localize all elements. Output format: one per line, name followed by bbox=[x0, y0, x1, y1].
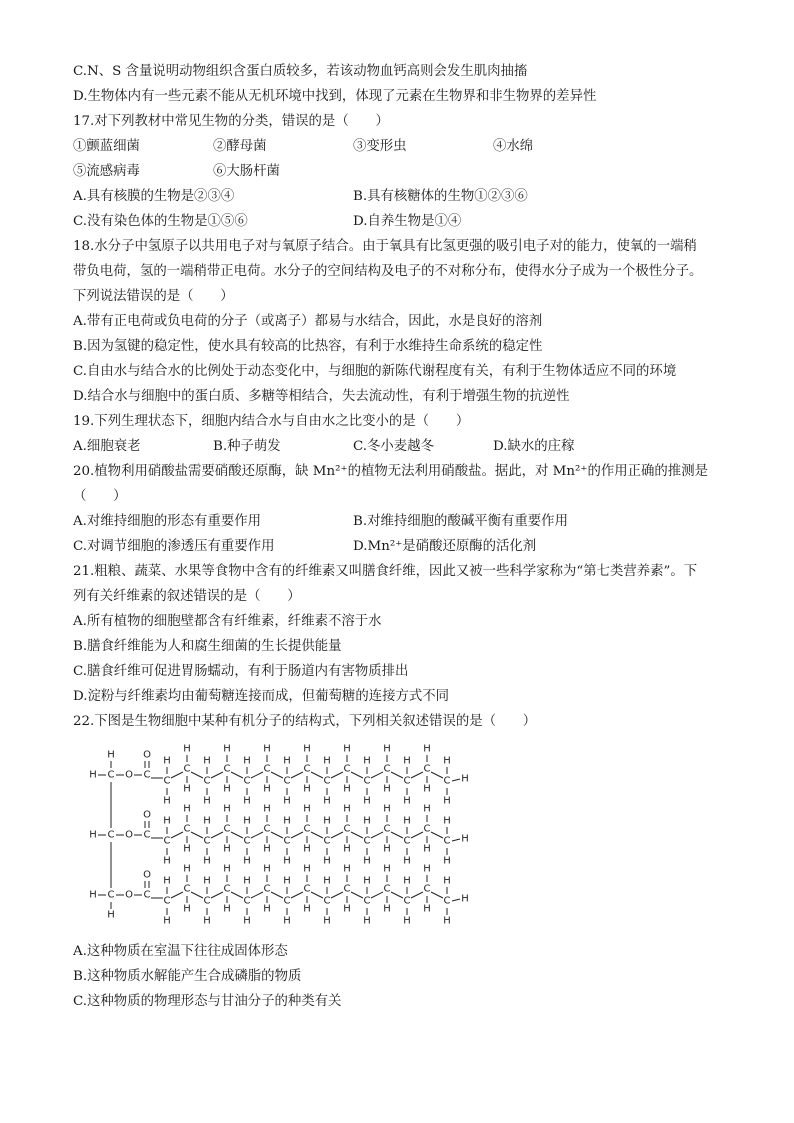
atom-h: H bbox=[343, 743, 351, 755]
atom-c: C bbox=[263, 883, 271, 895]
atom-c: C bbox=[163, 835, 171, 847]
atom-h: H bbox=[89, 829, 97, 841]
atom-h: H bbox=[363, 755, 371, 767]
atom-h: H bbox=[323, 915, 331, 927]
atom-c: C bbox=[323, 775, 331, 787]
q19-stem: 19.下列生理状态下，细胞内结合水与自由水之比变小的是（ ） bbox=[73, 414, 470, 429]
atom-h: H bbox=[363, 795, 371, 807]
atom-h: H bbox=[89, 769, 97, 781]
q21-option-b: B.膳食纤维能为人和腐生细菌的生长提供能量 bbox=[73, 639, 342, 654]
atom-h: H bbox=[443, 915, 451, 927]
atom-c: C bbox=[183, 883, 191, 895]
atom-h: H bbox=[163, 795, 171, 807]
atom-h: H bbox=[243, 795, 251, 807]
bond bbox=[371, 832, 383, 838]
atom-h: H bbox=[363, 855, 371, 867]
q16-option-d: D.生物体内有一些元素不能从无机环境中找到，体现了元素在生物界和非生物界的差异性 bbox=[73, 89, 597, 104]
atom-h: H bbox=[163, 855, 171, 867]
q18-stem-line-3: 下列说法错误的是（ ） bbox=[73, 289, 234, 304]
atom-h: H bbox=[243, 855, 251, 867]
atom-o: O bbox=[143, 869, 151, 881]
q18-stem-line-1: 18.水分子中氢原子以共用电子对与氧原子结合。由于氧具有比氢更强的吸引电子对的能力，使氧的一端稍 bbox=[73, 239, 697, 254]
atom-h: H bbox=[283, 755, 291, 767]
atom-h: H bbox=[383, 783, 391, 795]
atom-c: C bbox=[163, 775, 171, 787]
bond bbox=[231, 772, 243, 778]
atom-h: H bbox=[223, 903, 231, 915]
q21-option-c: C.膳食纤维可促进胃肠蠕动，有利于肠道内有害物质排出 bbox=[73, 664, 409, 679]
q17-item: ①颤蓝细菌 bbox=[73, 139, 140, 154]
bond bbox=[371, 892, 383, 898]
atom-h: H bbox=[263, 743, 271, 755]
bond bbox=[351, 892, 363, 898]
atom-c: C bbox=[443, 835, 451, 847]
q22-option-b: B.这种物质水解能产生合成磷脂的物质 bbox=[73, 969, 302, 984]
atom-h: H bbox=[303, 903, 311, 915]
q20-option-d: D.Mn²⁺是硝酸还原酶的活化剂 bbox=[353, 539, 537, 554]
atom-h: H bbox=[403, 755, 411, 767]
atom-c: C bbox=[423, 823, 431, 835]
atom-c: C bbox=[323, 895, 331, 907]
q17-option-d: D.自养生物是①④ bbox=[353, 214, 462, 229]
atom-h: H bbox=[363, 815, 371, 827]
bond bbox=[331, 772, 343, 778]
bond bbox=[391, 892, 403, 898]
atom-h: H bbox=[343, 903, 351, 915]
atom-h: H bbox=[303, 783, 311, 795]
atom-h: H bbox=[163, 755, 171, 767]
atom-c: C bbox=[143, 829, 151, 841]
atom-c: C bbox=[243, 835, 251, 847]
atom-h: H bbox=[443, 795, 451, 807]
atom-h: H bbox=[423, 803, 431, 815]
q17-stem: 17.对下列教材中常见生物的分类，错误的是（ ） bbox=[73, 114, 389, 129]
bond bbox=[251, 772, 263, 778]
q22-option-c: C.这种物质的物理形态与甘油分子的种类有关 bbox=[73, 994, 342, 1009]
atom-c: C bbox=[303, 763, 311, 775]
atom-h: H bbox=[283, 915, 291, 927]
q16-option-c: C.N、S 含量说明动物组织含蛋白质较多，若该动物血钙高则会发生肌肉抽搐 bbox=[73, 64, 528, 79]
atom-h: H bbox=[383, 743, 391, 755]
atom-c: C bbox=[363, 775, 371, 787]
atom-h: H bbox=[223, 863, 231, 875]
atom-h: H bbox=[283, 875, 291, 887]
q17-option-c: C.没有染色体的生物是①⑤⑥ bbox=[73, 214, 248, 229]
bond bbox=[452, 839, 460, 841]
atom-c: C bbox=[163, 895, 171, 907]
q17-item: ③变形虫 bbox=[353, 139, 407, 154]
bond bbox=[431, 772, 443, 778]
atom-o: O bbox=[125, 769, 133, 781]
atom-h: H bbox=[403, 915, 411, 927]
atom-c: C bbox=[443, 775, 451, 787]
bond bbox=[231, 892, 243, 898]
q17-item: ④水绵 bbox=[493, 139, 534, 154]
bond bbox=[431, 892, 443, 898]
q20-option-a: A.对维持细胞的形态有重要作用 bbox=[73, 514, 262, 529]
atom-c: C bbox=[383, 823, 391, 835]
bond bbox=[171, 772, 183, 778]
structural-formula bbox=[83, 743, 469, 933]
atom-c: C bbox=[343, 823, 351, 835]
atom-h: H bbox=[423, 903, 431, 915]
bond bbox=[351, 772, 363, 778]
atom-c: C bbox=[183, 763, 191, 775]
atom-h: H bbox=[183, 783, 191, 795]
atom-h: H bbox=[89, 889, 97, 901]
atom-c: C bbox=[107, 889, 115, 901]
atom-h: H bbox=[423, 843, 431, 855]
bond bbox=[291, 772, 303, 778]
bond bbox=[331, 892, 343, 898]
triglyceride-structure-diagram bbox=[83, 743, 469, 933]
atom-h: H bbox=[183, 903, 191, 915]
atom-c: C bbox=[223, 763, 231, 775]
atom-h: H bbox=[303, 863, 311, 875]
bond bbox=[371, 772, 383, 778]
q17-option-b: B.具有核糖体的生物①②③⑥ bbox=[353, 189, 528, 204]
bond bbox=[171, 832, 183, 838]
atom-h: H bbox=[323, 855, 331, 867]
atom-h: H bbox=[303, 843, 311, 855]
atom-c: C bbox=[403, 835, 411, 847]
bond bbox=[311, 772, 323, 778]
q18-option-b: B.因为氢键的稳定性，使水具有较高的比热容，有利于水维持生命系统的稳定性 bbox=[73, 339, 543, 354]
atom-h: H bbox=[443, 875, 451, 887]
q19-option-a: A.细胞衰老 bbox=[73, 439, 141, 454]
atom-h: H bbox=[461, 773, 469, 785]
atom-h: H bbox=[383, 863, 391, 875]
atom-h: H bbox=[363, 875, 371, 887]
atom-h: H bbox=[303, 803, 311, 815]
bond bbox=[191, 892, 203, 898]
atom-c: C bbox=[343, 763, 351, 775]
atom-c: C bbox=[403, 895, 411, 907]
atom-c: C bbox=[383, 883, 391, 895]
atom-h: H bbox=[383, 803, 391, 815]
atom-h: H bbox=[343, 863, 351, 875]
atom-h: H bbox=[243, 915, 251, 927]
bond bbox=[411, 892, 423, 898]
atom-h: H bbox=[383, 843, 391, 855]
atom-c: C bbox=[423, 763, 431, 775]
q22-option-a: A.这种物质在室温下往往成固体形态 bbox=[73, 944, 288, 959]
bond bbox=[291, 892, 303, 898]
atom-h: H bbox=[323, 875, 331, 887]
atom-h: H bbox=[263, 803, 271, 815]
atom-h: H bbox=[403, 795, 411, 807]
bond bbox=[431, 832, 443, 838]
atom-h: H bbox=[323, 795, 331, 807]
atom-c: C bbox=[223, 883, 231, 895]
bond bbox=[251, 832, 263, 838]
q22-stem: 22.下图是生物细胞中某种有机分子的结构式，下列相关叙述错误的是（ ） bbox=[73, 714, 537, 729]
bond bbox=[331, 832, 343, 838]
atom-c: C bbox=[323, 835, 331, 847]
atom-c: C bbox=[363, 895, 371, 907]
atom-h: H bbox=[443, 855, 451, 867]
atom-h: H bbox=[183, 803, 191, 815]
bond bbox=[311, 892, 323, 898]
atom-h: H bbox=[461, 893, 469, 905]
atom-o: O bbox=[125, 829, 133, 841]
atom-h: H bbox=[283, 855, 291, 867]
atom-c: C bbox=[263, 763, 271, 775]
atom-h: H bbox=[283, 795, 291, 807]
atom-c: C bbox=[303, 823, 311, 835]
atom-h: H bbox=[323, 815, 331, 827]
bond bbox=[291, 832, 303, 838]
atom-h: H bbox=[223, 843, 231, 855]
q17-item: ⑤流感病毒 bbox=[73, 164, 140, 179]
atom-h: H bbox=[403, 855, 411, 867]
atom-h: H bbox=[323, 755, 331, 767]
atom-h: H bbox=[343, 843, 351, 855]
atom-c: C bbox=[143, 769, 151, 781]
atom-c: C bbox=[443, 895, 451, 907]
q19-option-c: C.冬小麦越冬 bbox=[353, 439, 434, 454]
atom-h: H bbox=[223, 803, 231, 815]
atom-c: C bbox=[423, 883, 431, 895]
atom-c: C bbox=[303, 883, 311, 895]
atom-h: H bbox=[223, 783, 231, 795]
q21-option-d: D.淀粉与纤维素均由葡萄糖连接而成，但葡萄糖的连接方式不同 bbox=[73, 689, 450, 704]
atom-h: H bbox=[203, 915, 211, 927]
q21-stem-line-1: 21.粗粮、蔬菜、水果等食物中含有的纤维素又叫膳食纤维，因此又被一些科学家称为“第七类营养素”。下 bbox=[73, 564, 698, 579]
atom-h: H bbox=[343, 783, 351, 795]
q17-item: ⑥大肠杆菌 bbox=[213, 164, 280, 179]
atom-c: C bbox=[363, 835, 371, 847]
atom-h: H bbox=[223, 743, 231, 755]
bond bbox=[191, 772, 203, 778]
bond bbox=[391, 772, 403, 778]
atom-c: C bbox=[107, 769, 115, 781]
atom-h: H bbox=[423, 783, 431, 795]
atom-h: H bbox=[383, 903, 391, 915]
atom-c: C bbox=[263, 823, 271, 835]
q17-item: ②酵母菌 bbox=[213, 139, 267, 154]
q18-stem-line-2: 带负电荷，氢的一端稍带正电荷。水分子的空间结构及电子的不对称分布，使得水分子成为一个极性分子。 bbox=[73, 264, 703, 279]
bond bbox=[271, 892, 283, 898]
atom-h: H bbox=[203, 855, 211, 867]
atom-c: C bbox=[223, 823, 231, 835]
bond bbox=[411, 832, 423, 838]
atom-h: H bbox=[203, 875, 211, 887]
atom-h: H bbox=[461, 833, 469, 845]
atom-h: H bbox=[243, 755, 251, 767]
atom-h: H bbox=[443, 815, 451, 827]
atom-h: H bbox=[163, 875, 171, 887]
atom-h: H bbox=[423, 863, 431, 875]
atom-h: H bbox=[163, 915, 171, 927]
atom-c: C bbox=[283, 835, 291, 847]
q20-option-b: B.对维持细胞的酸碱平衡有重要作用 bbox=[353, 514, 568, 529]
bond bbox=[231, 832, 243, 838]
atom-h: H bbox=[443, 755, 451, 767]
atom-h: H bbox=[203, 755, 211, 767]
q19-option-b: B.种子萌发 bbox=[213, 439, 281, 454]
atom-h: H bbox=[203, 795, 211, 807]
q19-option-d: D.缺水的庄稼 bbox=[493, 439, 575, 454]
atom-h: H bbox=[243, 815, 251, 827]
atom-h: H bbox=[263, 903, 271, 915]
atom-h: H bbox=[183, 843, 191, 855]
bond bbox=[411, 772, 423, 778]
atom-h: H bbox=[183, 863, 191, 875]
atom-h: H bbox=[283, 815, 291, 827]
atom-c: C bbox=[203, 835, 211, 847]
q17-option-a: A.具有核膜的生物是②③④ bbox=[73, 189, 235, 204]
q18-option-c: C.自由水与结合水的比例处于动态变化中，与细胞的新陈代谢程度有关，有利于生物体适应不同的环境 bbox=[73, 364, 677, 379]
atom-h: H bbox=[303, 743, 311, 755]
bond bbox=[311, 832, 323, 838]
q18-option-a: A.带有正电荷或负电荷的分子（或离子）都易与水结合，因此，水是良好的溶剂 bbox=[73, 314, 543, 329]
atom-h: H bbox=[243, 875, 251, 887]
q20-stem-line-1: 20.植物利用硝酸盐需要硝酸还原酶，缺 Mn²⁺的植物无法利用硝酸盐。据此，对 Mn²⁺的作用正确的推测是 bbox=[73, 464, 708, 479]
atom-h: H bbox=[183, 743, 191, 755]
atom-h: H bbox=[343, 803, 351, 815]
q20-stem-line-2: （ ） bbox=[73, 489, 127, 504]
bond bbox=[251, 892, 263, 898]
atom-c: C bbox=[383, 763, 391, 775]
bond bbox=[191, 832, 203, 838]
atom-h: H bbox=[163, 815, 171, 827]
atom-c: C bbox=[403, 775, 411, 787]
atom-o: O bbox=[125, 889, 133, 901]
atom-h: H bbox=[263, 863, 271, 875]
bond bbox=[452, 899, 460, 901]
atom-c: C bbox=[343, 883, 351, 895]
atom-c: C bbox=[107, 829, 115, 841]
atom-c: C bbox=[203, 775, 211, 787]
q18-option-d: D.结合水与细胞中的蛋白质、多糖等相结合，失去流动性，有利于增强生物的抗逆性 bbox=[73, 389, 570, 404]
atom-c: C bbox=[243, 775, 251, 787]
atom-h: H bbox=[107, 909, 115, 921]
atom-h: H bbox=[423, 743, 431, 755]
atom-c: C bbox=[283, 895, 291, 907]
atom-c: C bbox=[183, 823, 191, 835]
bond bbox=[211, 772, 223, 778]
atom-h: H bbox=[403, 815, 411, 827]
bond bbox=[271, 772, 283, 778]
bond bbox=[211, 832, 223, 838]
bond bbox=[171, 892, 183, 898]
atom-c: C bbox=[203, 895, 211, 907]
atom-c: C bbox=[143, 889, 151, 901]
atom-h: H bbox=[203, 815, 211, 827]
atom-o: O bbox=[143, 809, 151, 821]
atom-h: H bbox=[107, 749, 115, 761]
atom-c: C bbox=[283, 775, 291, 787]
atom-h: H bbox=[403, 875, 411, 887]
atom-h: H bbox=[263, 783, 271, 795]
bond bbox=[211, 892, 223, 898]
bond bbox=[271, 832, 283, 838]
atom-o: O bbox=[143, 749, 151, 761]
bond bbox=[351, 832, 363, 838]
atom-h: H bbox=[263, 843, 271, 855]
atom-c: C bbox=[243, 895, 251, 907]
q21-option-a: A.所有植物的细胞壁都含有纤维素，纤维素不溶于水 bbox=[73, 614, 382, 629]
bond bbox=[452, 779, 460, 781]
bond bbox=[391, 832, 403, 838]
q20-option-c: C.对调节细胞的渗透压有重要作用 bbox=[73, 539, 275, 554]
atom-h: H bbox=[363, 915, 371, 927]
q21-stem-line-2: 列有关纤维素的叙述错误的是（ ） bbox=[73, 589, 301, 604]
